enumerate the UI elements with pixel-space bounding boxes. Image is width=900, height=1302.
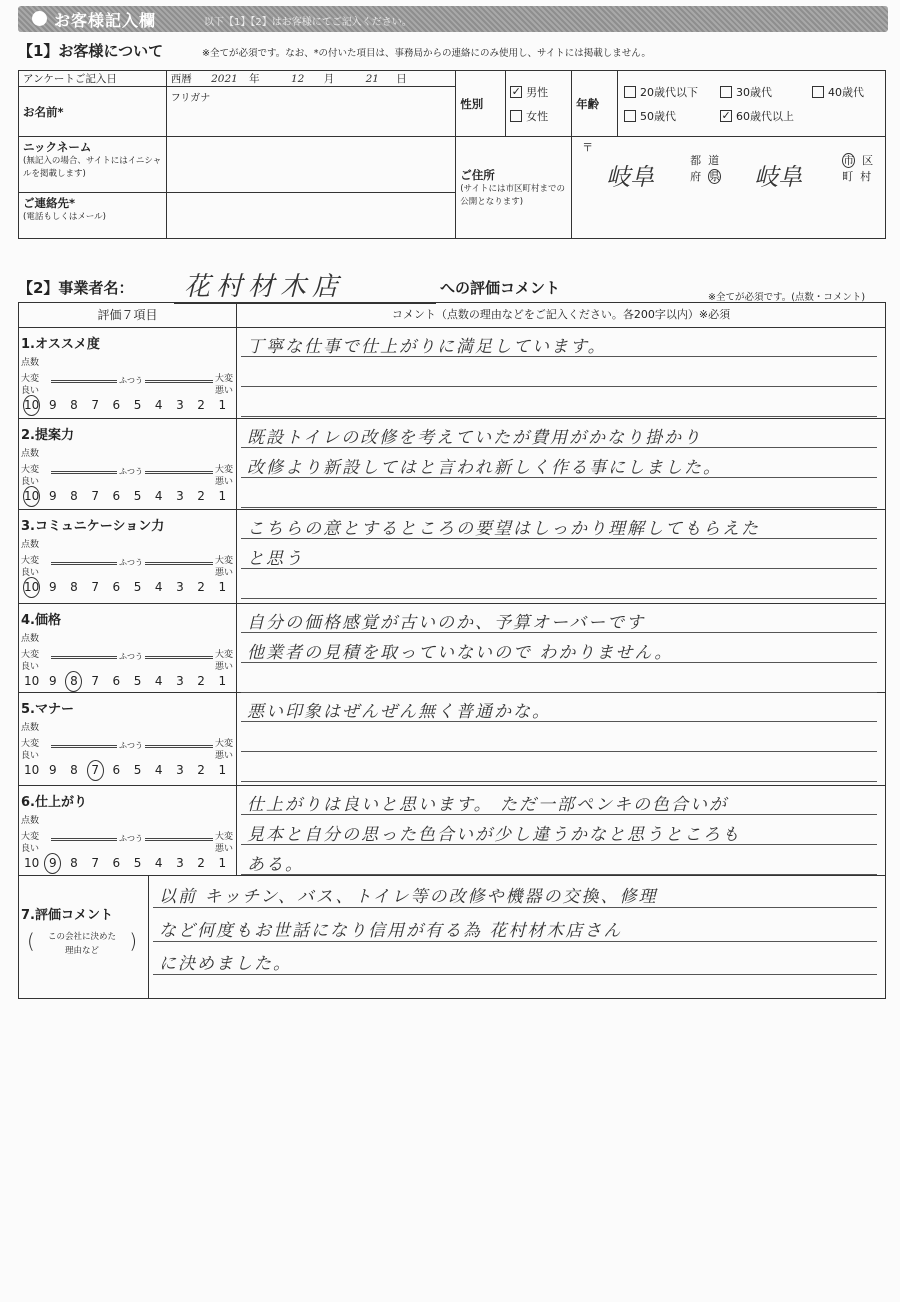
age-40s-checkbox[interactable] [812,86,824,98]
score-option[interactable]: 3 [176,763,184,777]
score-option[interactable]: 8 [70,856,78,870]
score-option[interactable]: 4 [154,580,163,594]
bad-label: 悪い [215,386,234,396]
bad-label: 悪い [215,477,234,487]
points-label: 点数 [21,634,40,644]
fair-label: ふつう [119,558,143,567]
header-comment: コメント（点数の理由などをご記入ください。各200字以内）※必須 [391,308,731,321]
contact-note: (電話もしくはメール) [23,212,106,222]
score-option[interactable]: 2 [197,489,205,503]
score-panel [19,419,237,509]
score-scale [21,674,233,688]
nickname-label: ニックネーム [23,140,92,154]
nickname-note: (無記入の場合、サイトにはイニシャルを掲載します) [23,156,162,179]
comment-field[interactable] [237,693,885,785]
section1-note: ※全てが必須です。なお、*の付いた項目は、事務局からの連絡にのみ使用し、サイトには掲載しません。 [202,48,651,59]
survey-day: 21 [365,73,379,85]
age-options [618,71,886,137]
evaluation-item [18,419,886,510]
furigana-label: フリガナ [170,93,211,104]
bad-label: 悪い [215,844,234,854]
score-option[interactable]: 1 [218,580,227,594]
male-checkbox[interactable]: ✓ [511,84,521,98]
scale-arrow [51,376,213,385]
comment7-sub-line2: 理由など [64,946,99,956]
comment-line: 悪い印象はぜんぜん無く普通かな。 [247,702,551,722]
gender-female-option[interactable] [510,108,567,124]
score-option[interactable]: 2 [197,856,205,870]
great-left-label: 大変 [21,739,40,749]
score-option[interactable]: 10 [23,763,40,777]
fair-label: ふつう [119,376,143,385]
age-20s-checkbox[interactable] [624,86,636,98]
score-option[interactable]: 3 [176,489,184,503]
gender-label: 性別 [456,71,506,137]
age-20s-label: 20歳代以下 [640,85,699,99]
points-label: 点数 [21,723,40,733]
score-scale [21,580,233,594]
age-option-20s[interactable] [624,84,720,100]
score-option[interactable]: 1 [218,763,227,777]
score-option[interactable]: 6 [112,398,121,412]
score-scale [21,856,233,870]
fair-label: ふつう [119,834,143,843]
comment-line: と思う [247,549,304,569]
evaluation-item [18,786,886,876]
score-option[interactable]: 7 [91,674,99,688]
score-option[interactable]: 8 [70,763,78,777]
points-label: 点数 [21,449,40,459]
item-title: 5.マナー [21,702,74,717]
age-60s-checkbox[interactable]: ✓ [721,108,731,122]
section2-note: ※全てが必須です。(点数・コメント) [708,292,866,303]
comment7-subtitle: ( この会社に決めた 理由など ) [27,929,137,956]
fair-label: ふつう [119,652,143,661]
business-name: 花村材木店 [174,266,436,304]
great-right-label: 大変 [215,739,234,749]
score-option[interactable]: 1 [218,398,227,412]
score-option[interactable]: 6 [112,489,121,503]
age-30s-checkbox[interactable] [720,86,732,98]
score-option[interactable]: 4 [154,398,163,412]
points-label: 点数 [21,816,40,826]
comment-line: 仕上がりは良いと思います。 ただ一部ペンキの色合いが [247,795,729,815]
great-left-label: 大変 [21,650,40,660]
score-option[interactable]: 6 [112,856,121,870]
score-option[interactable]: 5 [133,856,142,870]
female-label: 女性 [526,109,549,123]
city-suffix-3: 町 [842,170,854,183]
survey-date-field[interactable] [166,71,456,87]
score-option[interactable]: 7 [91,489,99,503]
city-suffix [842,153,886,185]
score-option[interactable]: 6 [112,674,121,688]
comment-line: ある。 [247,855,304,875]
score-option[interactable]: 9 [48,489,57,503]
comment7-line: 以前 キッチン、バス、トイレ等の改修や機器の交換、修理 [159,887,658,907]
score-panel [19,693,237,785]
gender-options [506,71,572,137]
item-title: 4.価格 [21,613,61,628]
item-title: 1.オススメ度 [21,337,100,352]
comment7-block [18,876,886,999]
great-left-label: 大変 [21,465,40,475]
age-label: 年齢 [572,71,618,137]
great-left-label: 大変 [21,832,40,842]
score-panel [19,328,237,418]
item-title: 6.仕上がり [21,795,87,810]
comment-line: 既設トイレの改修を考えていたが費用がかなり掛かり [247,428,703,448]
score-option[interactable]: 4 [154,489,163,503]
section1-title: 【1】お客様について [18,42,164,60]
scale-arrow [51,834,213,843]
score-option[interactable]: 9 [42,856,63,870]
comment-field[interactable] [237,328,885,418]
evaluation-item [18,604,886,693]
score-option[interactable]: 9 [48,398,57,412]
age-option-60s[interactable] [720,108,794,124]
score-option[interactable]: 6 [112,580,121,594]
day-unit: 日 [396,73,407,85]
age-option-30s[interactable] [720,84,812,100]
banner-title: お客様記入欄 [54,11,157,30]
customer-info-table [18,70,886,239]
good-label: 良い [21,568,40,578]
score-option[interactable]: 4 [154,674,163,688]
comment-line: こちらの意とするところの要望はしっかり理解してもらえた [247,519,760,539]
age-60s-label: 60歳代以上 [736,109,795,123]
bad-label: 悪い [215,662,234,672]
great-left-label: 大変 [21,556,40,566]
comment7-sub-line1: この会社に決めた [47,932,116,942]
score-option[interactable]: 1 [218,489,227,503]
fair-label: ふつう [119,467,143,476]
good-label: 良い [21,477,40,487]
header-items: 評価７項目 [19,303,237,327]
points-label: 点数 [21,358,40,368]
pref-suffix [690,153,732,185]
score-option[interactable]: 7 [91,580,99,594]
pref-suffix-3: 府 [690,170,702,183]
score-option[interactable]: 5 [133,674,142,688]
score-scale [21,489,233,503]
score-option[interactable]: 5 [133,763,142,777]
score-option[interactable]: 5 [133,398,142,412]
age-50s-checkbox[interactable] [624,110,636,122]
score-option[interactable]: 8 [70,580,78,594]
great-right-label: 大変 [215,556,234,566]
city-suffix-2: 区 [862,154,874,167]
address-field[interactable] [572,137,886,239]
contact-label: ご連絡先* [23,196,76,210]
points-label: 点数 [21,540,40,550]
nickname-field[interactable] [166,137,456,193]
comment-line: 丁寧な仕事で仕上がりに満足しています。 [247,337,607,357]
score-option[interactable]: 8 [63,674,84,688]
address-label: ご住所 [460,167,495,182]
evaluation-header [18,302,886,328]
item-title: 3.コミュニケーション力 [21,519,165,534]
scale-arrow [51,741,213,750]
address-note: (サイトには市区町村までの公開となります) [460,183,565,207]
bullet-icon [32,11,47,26]
era-label: 西暦 [170,73,192,85]
comment-line: 見本と自分の思った色合いが少し違うかなと思うところも [247,825,741,845]
score-option[interactable]: 7 [91,856,99,870]
item-title: 2.提案力 [21,428,74,443]
scale-arrow [51,467,213,476]
evaluation-item [18,510,886,604]
comment-field[interactable] [237,419,885,509]
comment-field[interactable] [237,604,885,692]
score-option[interactable]: 3 [176,580,184,594]
evaluation-item [18,693,886,786]
score-option[interactable]: 8 [70,489,78,503]
score-option[interactable]: 1 [218,674,227,688]
score-scale [21,398,233,412]
age-option-40s[interactable] [812,84,864,100]
comment-field[interactable] [237,510,885,603]
score-option[interactable]: 9 [48,580,57,594]
survey-year: 2021 [211,73,238,85]
score-option[interactable]: 10 [21,398,42,412]
month-unit: 月 [323,73,335,85]
great-right-label: 大変 [215,650,234,660]
age-30s-label: 30歳代 [736,85,773,99]
score-option[interactable]: 2 [197,674,205,688]
female-checkbox[interactable] [510,110,522,122]
score-option[interactable]: 9 [48,674,57,688]
age-50s-label: 50歳代 [640,109,677,123]
score-option[interactable]: 2 [197,580,205,594]
male-label: 男性 [526,85,549,99]
score-panel [19,786,237,875]
score-scale [21,763,233,777]
name-label: お名前* [19,87,167,137]
contact-cell [19,193,167,239]
city-suffix-1: 市 [843,154,855,167]
survey-month: 12 [291,73,305,85]
section2-suffix: への評価コメント [440,279,561,297]
pref-suffix-1: 都 [690,154,702,167]
score-option[interactable]: 10 [23,674,40,688]
pref-suffix-4: 県 [709,170,721,183]
evaluation-item [18,328,886,419]
comment-line: 他業者の見積を取っていないので わかりません。 [247,643,674,663]
evaluation-table [18,302,886,1302]
great-left-label: 大変 [21,374,40,384]
score-option[interactable]: 5 [133,580,142,594]
scale-arrow [51,558,213,567]
great-right-label: 大変 [215,832,234,842]
good-label: 良い [21,844,40,854]
bad-label: 悪い [215,568,234,578]
score-option[interactable]: 6 [112,763,121,777]
great-right-label: 大変 [215,465,234,475]
score-option[interactable]: 3 [176,856,184,870]
comment7-line: など何度もお世話になり信用が有る為 花村材木店さん [159,921,623,941]
year-unit: 年 [249,73,260,85]
comment-line: 改修より新設してはと言われ新しく作る事にしました。 [247,458,722,478]
comment-line: 自分の価格感覚が古いのか、予算オーバーです [247,613,646,633]
name-field[interactable] [166,87,456,137]
gender-male-option[interactable] [510,84,567,100]
score-option[interactable]: 8 [70,398,78,412]
score-option[interactable]: 10 [21,580,42,594]
comment-field[interactable] [237,786,885,875]
bad-label: 悪い [215,751,234,761]
great-right-label: 大変 [215,374,234,384]
city-value: 岐阜 [754,163,803,191]
score-option[interactable]: 5 [133,489,142,503]
contact-field[interactable] [166,193,456,239]
score-option[interactable]: 7 [85,763,106,777]
score-option[interactable]: 4 [154,856,163,870]
form-banner [18,6,888,32]
score-option[interactable]: 10 [23,856,40,870]
age-40s-label: 40歳代 [828,85,865,99]
score-option[interactable]: 4 [154,763,163,777]
score-panel [19,510,237,603]
postal-mark: 〒 [582,141,594,154]
scale-arrow [51,652,213,661]
banner-subtitle: 以下【1】【2】はお客様にてご記入ください。 [204,17,412,28]
fair-label: ふつう [119,741,143,750]
address-label-cell [456,137,572,239]
prefecture-value: 岐阜 [606,163,655,191]
score-panel [19,604,237,692]
pref-suffix-2: 道 [708,154,720,167]
section2-prefix: 【2】事業者名： [18,279,134,297]
score-option[interactable]: 1 [218,856,227,870]
survey-date-label: アンケートご記入日 [19,71,167,87]
good-label: 良い [21,751,40,761]
score-option[interactable]: 10 [21,489,42,503]
comment7-line: に決めました。 [159,954,292,974]
score-option[interactable]: 2 [197,398,205,412]
comment7-title: 7.評価コメント [21,908,113,923]
score-option[interactable]: 2 [197,763,205,777]
good-label: 良い [21,662,40,672]
score-option[interactable]: 3 [176,398,184,412]
nickname-cell [19,137,167,193]
score-option[interactable]: 7 [91,398,99,412]
age-option-50s[interactable] [624,108,720,124]
good-label: 良い [21,386,40,396]
city-suffix-4: 村 [860,170,872,183]
score-option[interactable]: 3 [176,674,184,688]
comment7-field[interactable] [149,876,885,998]
score-option[interactable]: 9 [48,763,57,777]
